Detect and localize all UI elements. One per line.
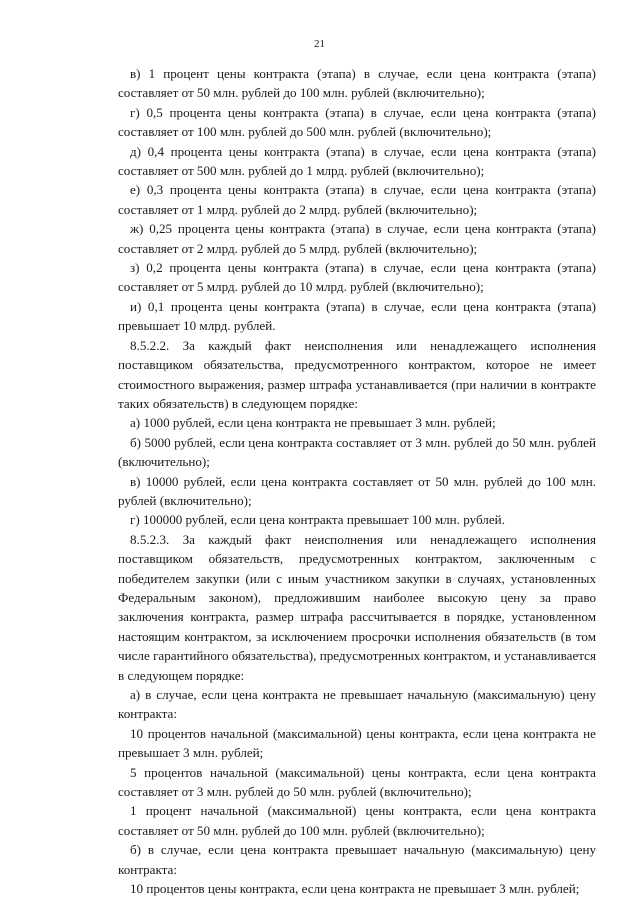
document-body — [118, 64, 596, 898]
paragraph-case-a: а) в случае, если цена контракта не превышает начальную (максимальную) цену контракта: — [118, 687, 596, 722]
paragraph-penalty-z: з) 0,2 процента цены контракта (этапа) в случае, если цена контракта (этапа) составляет от 5 млрд. рублей до 10 млрд. рублей (включительно); — [118, 260, 596, 295]
paragraph-penalty-v: в) 1 процент цены контракта (этапа) в случае, если цена контракта (этапа) составляет от 50 млн. рублей до 100 млн. рублей (включительно); — [118, 66, 596, 101]
paragraph-penalty-zh: ж) 0,25 процента цены контракта (этапа) в случае, если цена контракта (этапа) составляет от 2 млрд. рублей до 5 млрд. рублей (включительно); — [118, 221, 596, 256]
paragraph-fine-g: г) 100000 рублей, если цена контракта превышает 100 млн. рублей. — [130, 512, 505, 528]
paragraph-fine-v: в) 10000 рублей, если цена контракта составляет от 50 млн. рублей до 100 млн. рублей (включительно); — [118, 473, 596, 508]
paragraph-case-b-10-percent: 10 процентов цены контракта, если цена контракта не превышает 3 млн. рублей; — [130, 881, 580, 897]
page-number: 21 — [314, 38, 325, 50]
paragraph-case-a-10-percent: 10 процентов начальной (максимальной) цены контракта, если цена контракта не превышает 3 млн. рублей; — [118, 725, 596, 761]
paragraph-case-a-5-percent: 5 процентов начальной (максимальной) цены контракта, если цена контракта составляет от 3 млн. рублей до 50 млн. рублей (включительно); — [118, 764, 596, 800]
paragraph-penalty-g: г) 0,5 процента цены контракта (этапа) в случае, если цена контракта (этапа) составляет от 100 млн. рублей до 500 млн. рублей (включительно); — [118, 104, 596, 140]
paragraph-case-b: б) в случае, если цена контракта превышает начальную (максимальную) цену контракта: — [118, 842, 596, 877]
paragraph-clause-8-5-2-3: 8.5.2.3. За каждый факт неисполнения или ненадлежащего исполнения поставщиком обязательств, предусмотренных контрактом, заключенным с победителем закупки (или с иным участником закупки в случаях, установленных Федеральным законом), предложившим наиболее высокую цену за право заключения контракта, размер штрафа рассчитывается в порядке, установленном настоящим контрактом, за исключением просрочки исполнения обязательств (в том числе гарантийного обязательства), предусмотренных контрактом, и устанавливается в следующем порядке: — [118, 531, 596, 683]
paragraph-penalty-i: и) 0,1 процента цены контракта (этапа) в случае, если цена контракта (этапа) превышает 10 млрд. рублей. — [118, 298, 596, 334]
paragraph-clause-8-5-2-2: 8.5.2.2. За каждый факт неисполнения или ненадлежащего исполнения поставщиком обязательства, предусмотренного контрактом, которое не имеет стоимостного выражения, размер штрафа устанавливается (при наличии в контракте таких обязательств) в следующем порядке: — [118, 337, 596, 411]
paragraph-case-a-1-percent: 1 процент начальной (максимальной) цены контракта, если цена контракта составляет от 50 млн. рублей до 100 млн. рублей (включительно); — [118, 803, 596, 838]
paragraph-fine-a: а) 1000 рублей, если цена контракта не превышает 3 млн. рублей; — [130, 415, 496, 431]
paragraph-penalty-e: е) 0,3 процента цены контракта (этапа) в случае, если цена контракта (этапа) составляет от 1 млрд. рублей до 2 млрд. рублей (включительно); — [118, 182, 596, 217]
paragraph-penalty-d: д) 0,4 процента цены контракта (этапа) в случае, если цена контракта (этапа) составляет от 500 млн. рублей до 1 млрд. рублей (включительно); — [118, 143, 596, 179]
paragraph-fine-b: б) 5000 рублей, если цена контракта составляет от 3 млн. рублей до 50 млн. рублей (включительно); — [118, 434, 596, 470]
